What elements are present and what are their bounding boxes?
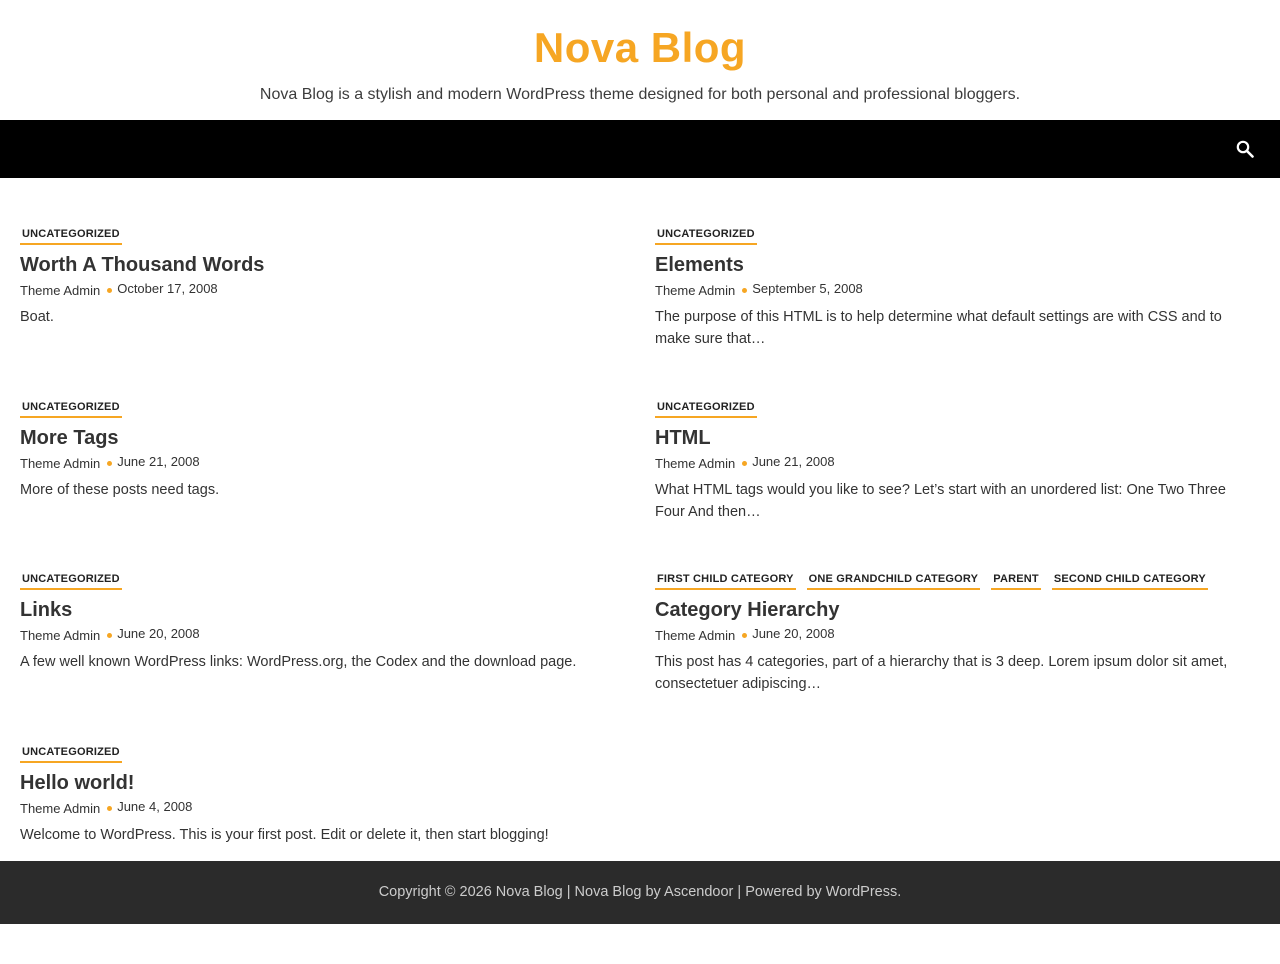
category-link[interactable]: UNCATEGORIZED xyxy=(655,227,757,245)
search-icon xyxy=(1236,140,1254,158)
post-title[interactable]: Links xyxy=(20,599,73,621)
post-date[interactable]: September 5, 2008 xyxy=(752,281,863,296)
post-card xyxy=(20,397,620,502)
post-categories xyxy=(655,397,1255,417)
post-meta xyxy=(20,281,620,299)
post-meta xyxy=(655,626,1255,644)
post-categories xyxy=(655,224,1255,244)
post-title[interactable]: Category Hierarchy xyxy=(655,599,840,621)
meta-separator-dot xyxy=(107,806,112,811)
category-link[interactable]: UNCATEGORIZED xyxy=(20,745,122,763)
powered-by-text: Powered by xyxy=(745,884,822,900)
meta-separator-dot xyxy=(742,461,747,466)
footer-separator: | xyxy=(737,884,742,900)
post-card xyxy=(20,742,620,847)
post-title[interactable]: Worth A Thousand Words xyxy=(20,254,265,276)
post-meta xyxy=(20,799,620,817)
meta-separator-dot xyxy=(742,633,747,638)
post-author[interactable]: Theme Admin xyxy=(655,283,736,298)
post-title[interactable]: Hello world! xyxy=(20,772,135,794)
category-link[interactable]: UNCATEGORIZED xyxy=(20,227,122,245)
footer-copyright xyxy=(0,861,1280,924)
footer-theme-link[interactable]: Nova Blog by Ascendoor xyxy=(574,884,734,900)
search-button[interactable] xyxy=(1234,138,1256,160)
post-categories xyxy=(20,742,620,762)
post-excerpt: Boat. xyxy=(20,309,54,325)
post-excerpt: The purpose of this HTML is to help determine what default settings are with CSS and to make sure that… xyxy=(655,309,1222,347)
post-meta xyxy=(655,454,1255,472)
post-title[interactable]: Elements xyxy=(655,254,744,276)
post-date[interactable]: June 20, 2008 xyxy=(752,626,835,641)
post-excerpt: Welcome to WordPress. This is your first post. Edit or delete it, then start blogging! xyxy=(20,827,549,843)
post-card xyxy=(20,224,620,329)
main-navigation xyxy=(0,120,1280,178)
site-header xyxy=(0,0,1280,120)
post-meta xyxy=(20,454,620,472)
post-date[interactable]: June 21, 2008 xyxy=(117,454,200,469)
post-categories xyxy=(20,569,620,589)
post-meta xyxy=(655,281,1255,299)
meta-separator-dot xyxy=(107,288,112,293)
post-excerpt: What HTML tags would you like to see? Let’s start with an unordered list: One Two Three Four And then… xyxy=(655,482,1226,520)
post-date[interactable]: October 17, 2008 xyxy=(117,281,218,296)
post-excerpt: This post has 4 categories, part of a hierarchy that is 3 deep. Lorem ipsum dolor sit amet, consectetuer adipiscing… xyxy=(655,654,1228,692)
post-excerpt: More of these posts need tags. xyxy=(20,482,220,498)
post-card xyxy=(655,224,1255,350)
footer-separator: | xyxy=(566,884,571,900)
post-author[interactable]: Theme Admin xyxy=(20,801,101,816)
site-footer xyxy=(0,861,1280,924)
copyright-text: Copyright © 2026 xyxy=(378,884,492,900)
post-excerpt: A few well known WordPress links: WordPress.org, the Codex and the download page. xyxy=(20,654,577,670)
post-card xyxy=(655,569,1255,695)
post-categories xyxy=(20,397,620,417)
footer-period: . xyxy=(897,884,902,900)
post-author[interactable]: Theme Admin xyxy=(20,456,101,471)
post-title[interactable]: HTML xyxy=(655,427,711,449)
post-author[interactable]: Theme Admin xyxy=(20,283,101,298)
post-card xyxy=(655,397,1255,523)
post-author[interactable]: Theme Admin xyxy=(20,628,101,643)
meta-separator-dot xyxy=(107,633,112,638)
post-categories xyxy=(20,224,620,244)
category-link[interactable]: SECOND CHILD CATEGORY xyxy=(1052,572,1208,590)
category-link[interactable]: UNCATEGORIZED xyxy=(20,400,122,418)
post-date[interactable]: June 21, 2008 xyxy=(752,454,835,469)
category-link[interactable]: PARENT xyxy=(991,572,1041,590)
post-author[interactable]: Theme Admin xyxy=(655,628,736,643)
post-meta xyxy=(20,626,620,644)
site-title[interactable]: Nova Blog xyxy=(533,24,747,71)
post-date[interactable]: June 20, 2008 xyxy=(117,626,200,641)
category-link[interactable]: ONE GRANDCHILD CATEGORY xyxy=(807,572,981,590)
post-card xyxy=(20,569,620,674)
meta-separator-dot xyxy=(107,461,112,466)
footer-site-link[interactable]: Nova Blog xyxy=(495,884,563,900)
category-link[interactable]: FIRST CHILD CATEGORY xyxy=(655,572,796,590)
category-link[interactable]: UNCATEGORIZED xyxy=(20,572,122,590)
post-date[interactable]: June 4, 2008 xyxy=(117,799,193,814)
post-author[interactable]: Theme Admin xyxy=(655,456,736,471)
post-categories xyxy=(655,569,1255,589)
category-link[interactable]: UNCATEGORIZED xyxy=(655,400,757,418)
footer-wordpress-link[interactable]: WordPress xyxy=(825,884,898,900)
meta-separator-dot xyxy=(742,288,747,293)
post-title[interactable]: More Tags xyxy=(20,427,119,449)
site-tagline: Nova Blog is a stylish and modern WordPress theme designed for both personal and professional bloggers. xyxy=(259,86,1021,103)
